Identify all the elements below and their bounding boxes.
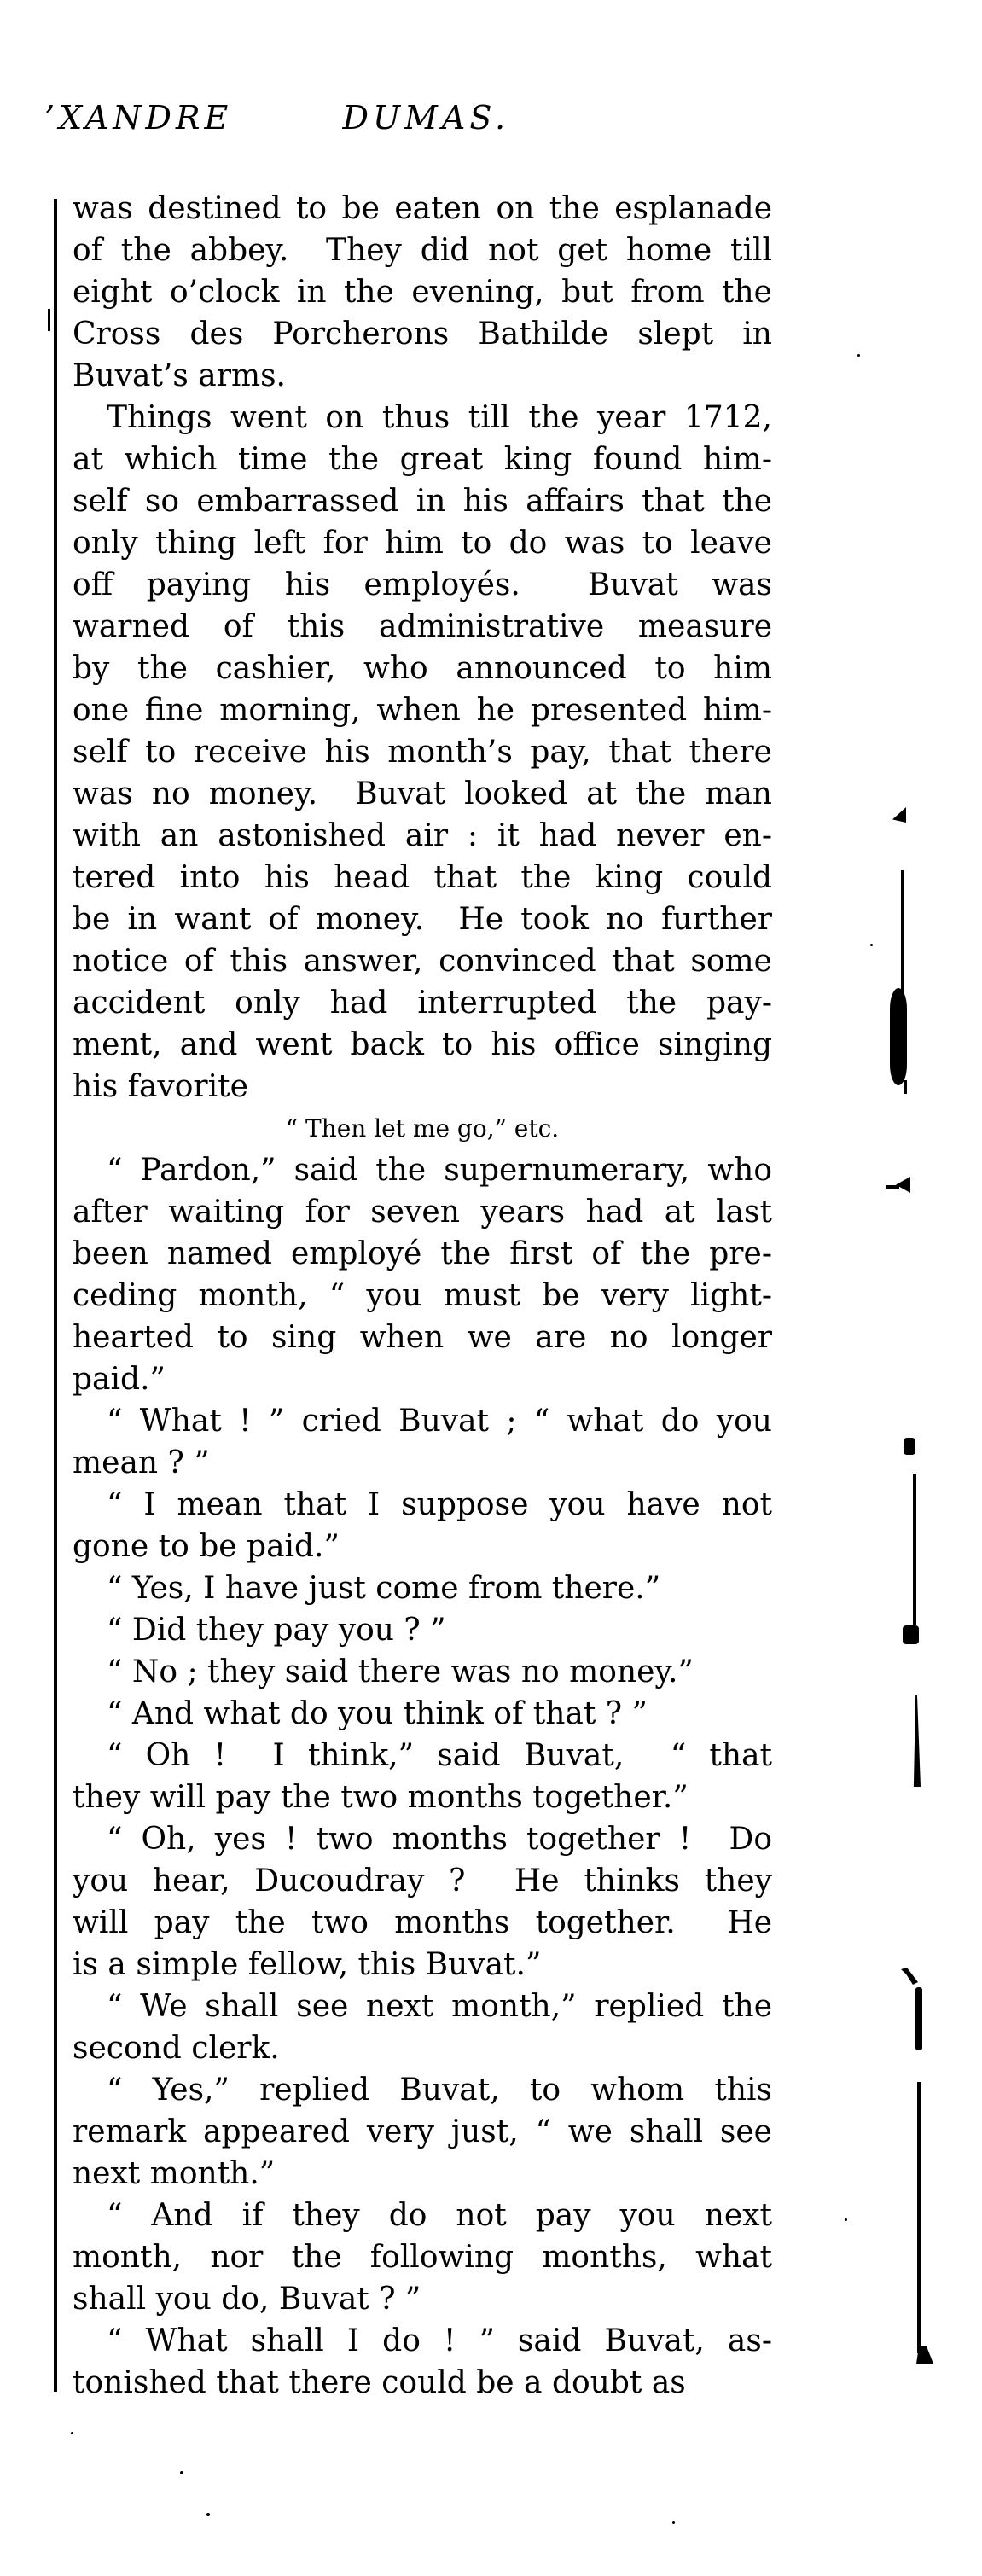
text-line: warned of this administrative measure [73, 609, 772, 644]
text-line: you hear, Ducoudray ? He thinks they [73, 1864, 772, 1899]
scan-artifact [903, 1625, 919, 1644]
left-gutter-tick-artifact [48, 309, 50, 331]
text-line: paid.” [73, 1362, 166, 1397]
scan-artifact [916, 2346, 933, 2364]
scan-speck [870, 944, 873, 946]
text-line: of the abbey. They did not get home till [73, 233, 772, 268]
text-line: “ Did they pay you ? ” [107, 1613, 446, 1648]
text-line: self to receive his month’s pay, that there [73, 735, 772, 770]
scan-artifact [915, 1987, 922, 2050]
text-line: “ Yes, I have just come from there.” [107, 1571, 661, 1606]
text-line: Things went on thus till the year 1712, [107, 400, 772, 435]
scan-artifact [901, 1968, 918, 1985]
text-line: second clerk. [73, 2031, 280, 2066]
text-line: month, nor the following months, what [73, 2240, 772, 2275]
text-line: was no money. Buvat looked at the man [73, 776, 772, 811]
text-line: by the cashier, who announced to him [73, 651, 772, 686]
verse-line: “ Then let me go,” etc. [285, 1114, 560, 1143]
scan-artifact [913, 1695, 921, 1787]
scan-artifact [904, 1438, 915, 1455]
text-line: ceding month, “ you must be very light- [73, 1278, 772, 1313]
text-line: his favorite [73, 1069, 248, 1104]
text-line: only thing left for him to do was to leave [73, 526, 772, 561]
text-line: “ I mean that I suppose you have not [107, 1487, 772, 1522]
text-line: “ No ; they said there was no money.” [107, 1654, 694, 1689]
scan-artifact [904, 1080, 907, 1094]
text-line: “ And if they do not pay you next [107, 2198, 772, 2233]
scan-speck [206, 2513, 210, 2516]
scan-speck [845, 2218, 847, 2221]
text-line: “ What shall I do ! ” said Buvat, as- [107, 2323, 772, 2358]
scan-artifact [917, 2082, 921, 2353]
text-line: hearted to sing when we are no longer [73, 1320, 772, 1355]
text-line: “ Pardon,” said the supernumerary, who [107, 1153, 772, 1188]
text-line: is a simple fellow, this Buvat.” [73, 1947, 542, 1982]
scan-speck [180, 2471, 183, 2474]
running-header: ’XANDRE DUMAS. [44, 99, 510, 137]
text-line: been named employé the first of the pre- [73, 1236, 772, 1271]
scan-speck [71, 2432, 73, 2434]
scan-artifact [913, 1474, 916, 1625]
text-line: next month.” [73, 2156, 276, 2191]
text-line: self so embarrassed in his affairs that the [73, 484, 772, 519]
text-line: with an astonished air : it had never en- [73, 818, 772, 853]
text-line: off paying his employés. Buvat was [73, 567, 772, 602]
text-line: was destined to be eaten on the esplanade [73, 191, 772, 226]
text-line: at which time the great king found him- [73, 442, 772, 477]
text-line: be in want of money. He took no further [73, 902, 772, 937]
text-line: “ Yes,” replied Buvat, to whom this [107, 2073, 772, 2108]
text-line: “ Oh ! I think,” said Buvat, “ that [107, 1738, 772, 1773]
text-line: “ What ! ” cried Buvat ; “ what do you [107, 1404, 772, 1439]
scan-artifact [896, 1177, 910, 1193]
text-line: Buvat’s arms. [73, 358, 286, 393]
text-line: “ We shall see next month,” replied the [107, 1989, 772, 2024]
scan-speck [857, 354, 860, 357]
text-line: tonished that there could be a doubt as [73, 2365, 686, 2400]
text-line: one fine morning, when he presented him- [73, 693, 772, 728]
text-line: mean ? ” [73, 1445, 210, 1480]
scan-speck [672, 2521, 675, 2524]
scan-artifact [892, 807, 906, 823]
text-line: notice of this answer, convinced that some [73, 944, 772, 979]
scan-artifact [901, 870, 904, 992]
text-line: gone to be paid.” [73, 1529, 340, 1564]
scan-artifact [890, 988, 907, 1085]
text-line: “ And what do you think of that ? ” [107, 1696, 648, 1731]
text-line: they will pay the two months together.” [73, 1780, 689, 1815]
left-gutter-rule [54, 199, 57, 2392]
text-line: eight o’clock in the evening, but from the [73, 275, 772, 310]
text-line: accident only had interrupted the pay- [73, 986, 772, 1021]
text-line: will pay the two months together. He [73, 1905, 772, 1940]
text-line: shall you do, Buvat ? ” [73, 2282, 421, 2317]
text-line: “ Oh, yes ! two months together ! Do [107, 1822, 772, 1857]
text-line: ment, and went back to his office singing [73, 1027, 772, 1062]
text-line: tered into his head that the king could [73, 860, 772, 895]
scan-artifact [886, 1185, 899, 1189]
text-line: after waiting for seven years had at last [73, 1195, 772, 1230]
text-column [73, 188, 772, 2404]
text-line: remark appeared very just, “ we shall see [73, 2114, 772, 2149]
text-line: Cross des Porcherons Bathilde slept in [73, 317, 772, 352]
